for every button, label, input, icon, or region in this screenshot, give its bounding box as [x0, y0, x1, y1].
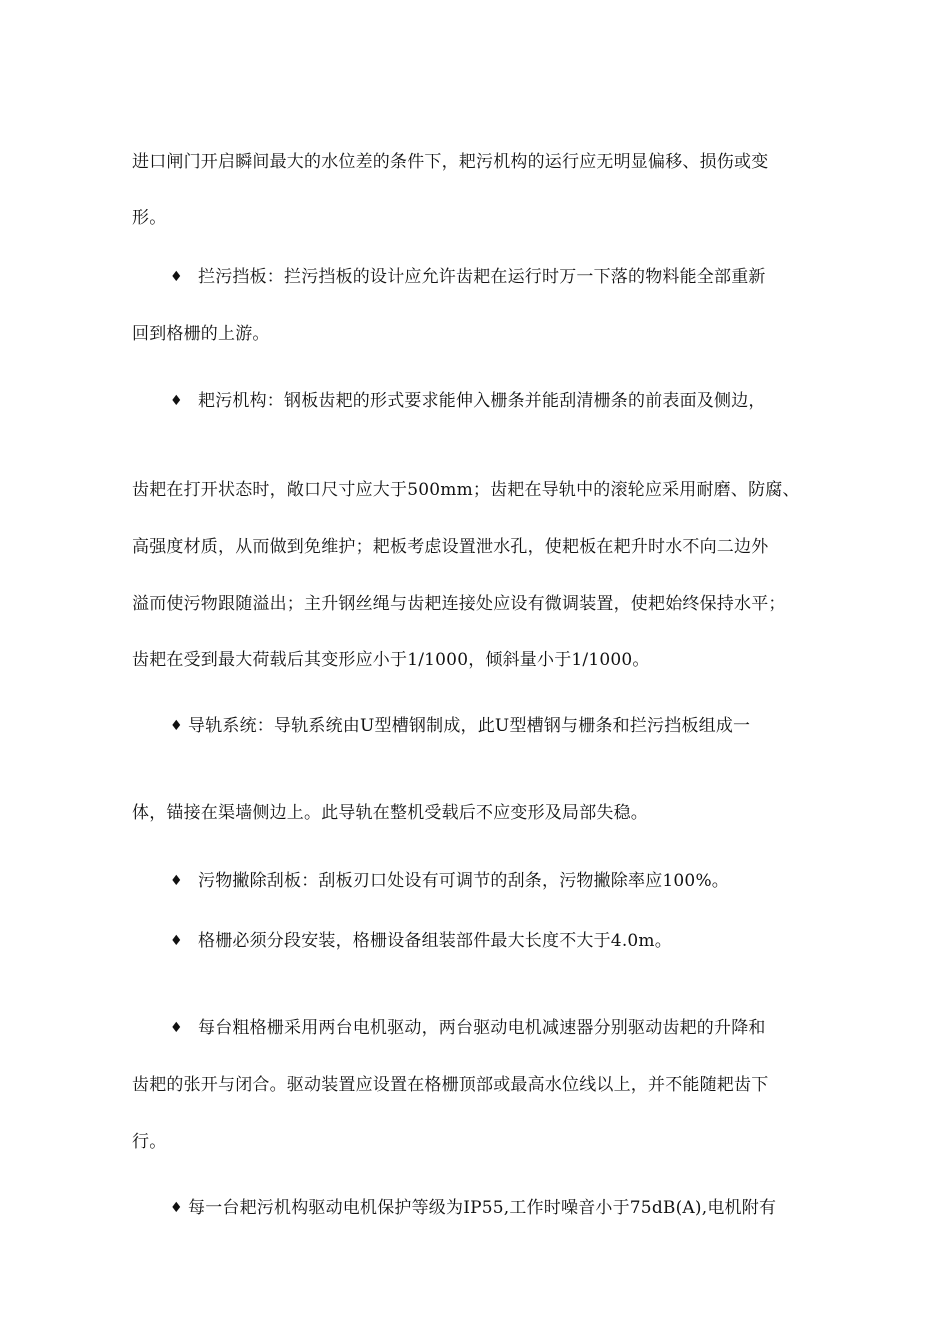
diamond-bullet-icon: ♦	[170, 1200, 183, 1216]
paragraph-line	[132, 1073, 852, 1097]
paragraph-line	[132, 648, 852, 672]
line-text: 格栅必须分段安装，格栅设备组装部件最大长度不大于4.0m。	[198, 931, 672, 951]
paragraph-line	[132, 801, 852, 825]
diamond-bullet-icon: ♦	[170, 1020, 183, 1036]
paragraph-line	[132, 206, 852, 230]
line-text: 每一台耙污机构驱动电机保护等级为IP55,工作时噪音小于75dB(A),电机附有	[188, 1198, 777, 1218]
line-text: 溢而使污物跟随溢出；主升钢丝绳与齿耙连接处应设有微调装置，使耙始终保持水平；	[132, 594, 786, 614]
line-text: 污物撇除刮板：刮板刃口处设有可调节的刮条，污物撇除率应100%。	[198, 871, 729, 891]
bullet-item-motor-drive	[170, 1016, 852, 1040]
line-text: 拦污挡板：拦污挡板的设计应允许齿耙在运行时万一下落的物料能全部重新	[198, 267, 766, 287]
paragraph-line	[132, 1130, 852, 1154]
line-text: 进口闸门开启瞬间最大的水位差的条件下，耙污机构的运行应无明显偏移、损伤或变	[132, 152, 769, 172]
paragraph-line	[132, 535, 852, 559]
line-text: 形。	[132, 208, 167, 228]
bullet-item-intercept-baffle	[170, 265, 852, 289]
line-text: 齿耙在打开状态时，敞口尺寸应大于500mm；齿耙在导轨中的滚轮应采用耐磨、防腐、	[132, 480, 800, 500]
line-text: 体，锚接在渠墙侧边上。此导轨在整机受载后不应变形及局部失稳。	[132, 803, 648, 823]
line-text: 耙污机构：钢板齿耙的形式要求能伸入栅条并能刮清栅条的前表面及侧边，	[198, 391, 766, 411]
diamond-bullet-icon: ♦	[170, 269, 183, 285]
bullet-item-rake-mechanism	[170, 389, 852, 413]
paragraph-line	[132, 478, 852, 502]
bullet-item-scraper	[170, 869, 852, 893]
diamond-bullet-icon: ♦	[170, 873, 183, 889]
diamond-bullet-icon: ♦	[170, 718, 183, 734]
diamond-bullet-icon: ♦	[170, 393, 183, 409]
line-text: 每台粗格栅采用两台电机驱动，两台驱动电机减速器分别驱动齿耙的升降和	[198, 1018, 766, 1038]
paragraph-line	[132, 592, 852, 616]
paragraph-line	[132, 322, 852, 346]
line-text: 导轨系统：导轨系统由U型槽钢制成，此U型槽钢与栅条和拦污挡板组成一	[188, 716, 751, 736]
line-text: 回到格栅的上游。	[132, 324, 270, 344]
bullet-item-guide-rail	[170, 714, 852, 738]
diamond-bullet-icon: ♦	[170, 933, 183, 949]
line-text: 齿耙的张开与闭合。驱动装置应设置在格栅顶部或最高水位线以上，并不能随耙齿下	[132, 1075, 769, 1095]
bullet-item-segmented-install	[170, 929, 852, 953]
line-text: 高强度材质，从而做到免维护；耙板考虑设置泄水孔，使耙板在耙升时水不向二边外	[132, 537, 769, 557]
line-text: 行。	[132, 1132, 167, 1152]
line-text: 齿耙在受到最大荷载后其变形应小于1/1000，倾斜量小于1/1000。	[132, 650, 650, 670]
bullet-item-motor-protection	[170, 1196, 852, 1220]
paragraph-line	[132, 150, 852, 174]
